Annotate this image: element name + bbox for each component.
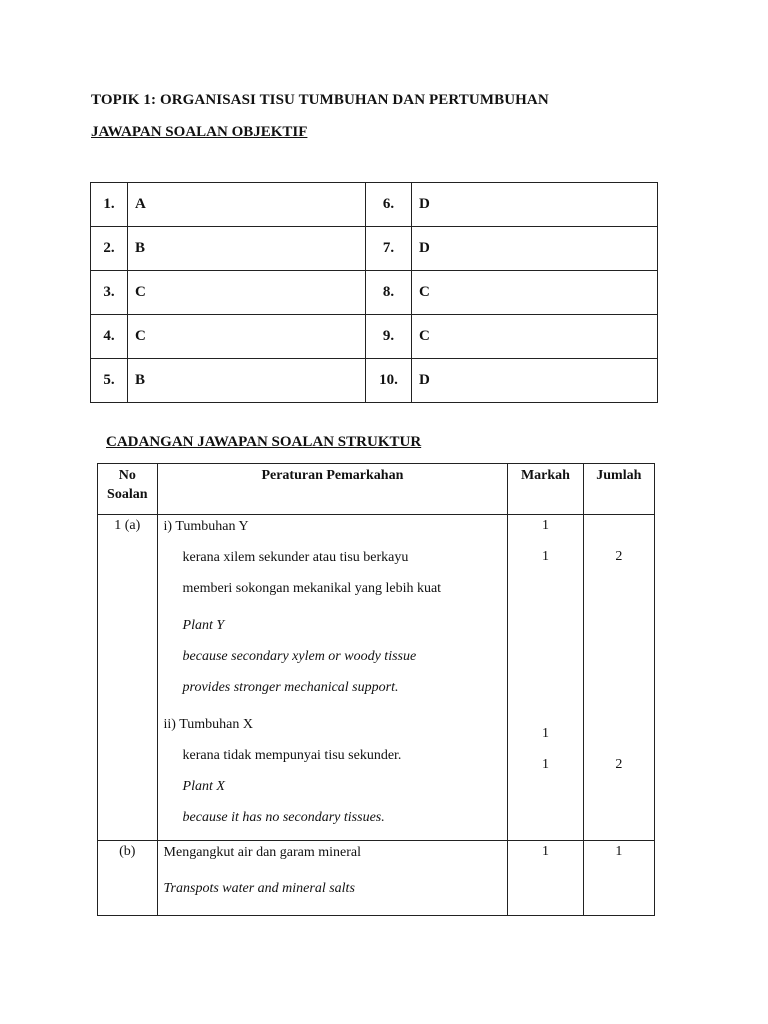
question-number: 9. (366, 315, 412, 359)
question-number: 1 (a) (98, 515, 158, 841)
header-peraturan: Peraturan Pemarkahan (157, 464, 508, 515)
structured-answer-table (97, 463, 655, 916)
question-number: 4. (91, 315, 128, 359)
answer: C (128, 315, 366, 359)
total-value: 1 (583, 841, 654, 916)
objective-answer-table (90, 182, 658, 403)
total-value: 2 (615, 549, 623, 564)
table-row (91, 183, 658, 227)
header-jumlah: Jumlah (583, 464, 654, 515)
markah-cell (508, 515, 583, 841)
answer-line: kerana tidak mempunyai tisu sekunder. (182, 748, 402, 763)
question-number: 2. (91, 227, 128, 271)
header-markah: Markah (508, 464, 583, 515)
structured-heading: CADANGAN JAWAPAN SOALAN STRUKTUR (106, 434, 422, 450)
question-number: 6. (366, 183, 412, 227)
answer: A (128, 183, 366, 227)
table-row (91, 359, 658, 403)
header-no-soalan: No Soalan (98, 464, 158, 515)
mark-value: 1 (541, 549, 549, 564)
answer-line: kerana xilem sekunder atau tisu berkayu (182, 550, 409, 565)
total-value: 2 (615, 757, 623, 772)
mark-value: 1 (541, 757, 549, 772)
answer-line-english: provides stronger mechanical support. (182, 680, 399, 695)
answer: D (412, 183, 658, 227)
question-number: 7. (366, 227, 412, 271)
answer-line: Mengangkut air dan garam mineral (163, 845, 362, 860)
answer-line: memberi sokongan mekanikal yang lebih kuat (182, 581, 442, 596)
question-number: 10. (366, 359, 412, 403)
table-row (91, 315, 658, 359)
table-row (98, 515, 655, 841)
question-number: (b) (98, 841, 158, 916)
answer-line-english: Plant Y (182, 618, 225, 633)
mark-value: 1 (541, 726, 549, 741)
table-row (98, 841, 655, 916)
answer-line: i) Tumbuhan Y (163, 519, 249, 534)
question-number: 1. (91, 183, 128, 227)
table-header-row (98, 464, 655, 515)
document-title: TOPIK 1: ORGANISASI TISU TUMBUHAN DAN PERTUMBUHAN (91, 92, 549, 108)
answer-line-english: Transpots water and mineral salts (163, 881, 355, 896)
answer: C (412, 271, 658, 315)
question-number: 3. (91, 271, 128, 315)
answer: D (412, 227, 658, 271)
answer: B (128, 359, 366, 403)
table-row (91, 227, 658, 271)
answer-line-english: because it has no secondary tissues. (182, 810, 385, 825)
mark-value: 1 (508, 841, 583, 916)
table-row (91, 271, 658, 315)
answer-line-english: Plant X (182, 779, 225, 794)
question-number: 5. (91, 359, 128, 403)
answer: C (128, 271, 366, 315)
answer-line-english: because secondary xylem or woody tissue (182, 649, 417, 664)
question-number: 8. (366, 271, 412, 315)
jumlah-cell (583, 515, 654, 841)
objective-heading: JAWAPAN SOALAN OBJEKTIF (91, 124, 308, 140)
marking-scheme-cell (157, 841, 508, 916)
answer: B (128, 227, 366, 271)
answer-line: ii) Tumbuhan X (163, 717, 253, 732)
mark-value: 1 (541, 518, 549, 533)
answer: D (412, 359, 658, 403)
marking-scheme-cell (157, 515, 508, 841)
answer: C (412, 315, 658, 359)
